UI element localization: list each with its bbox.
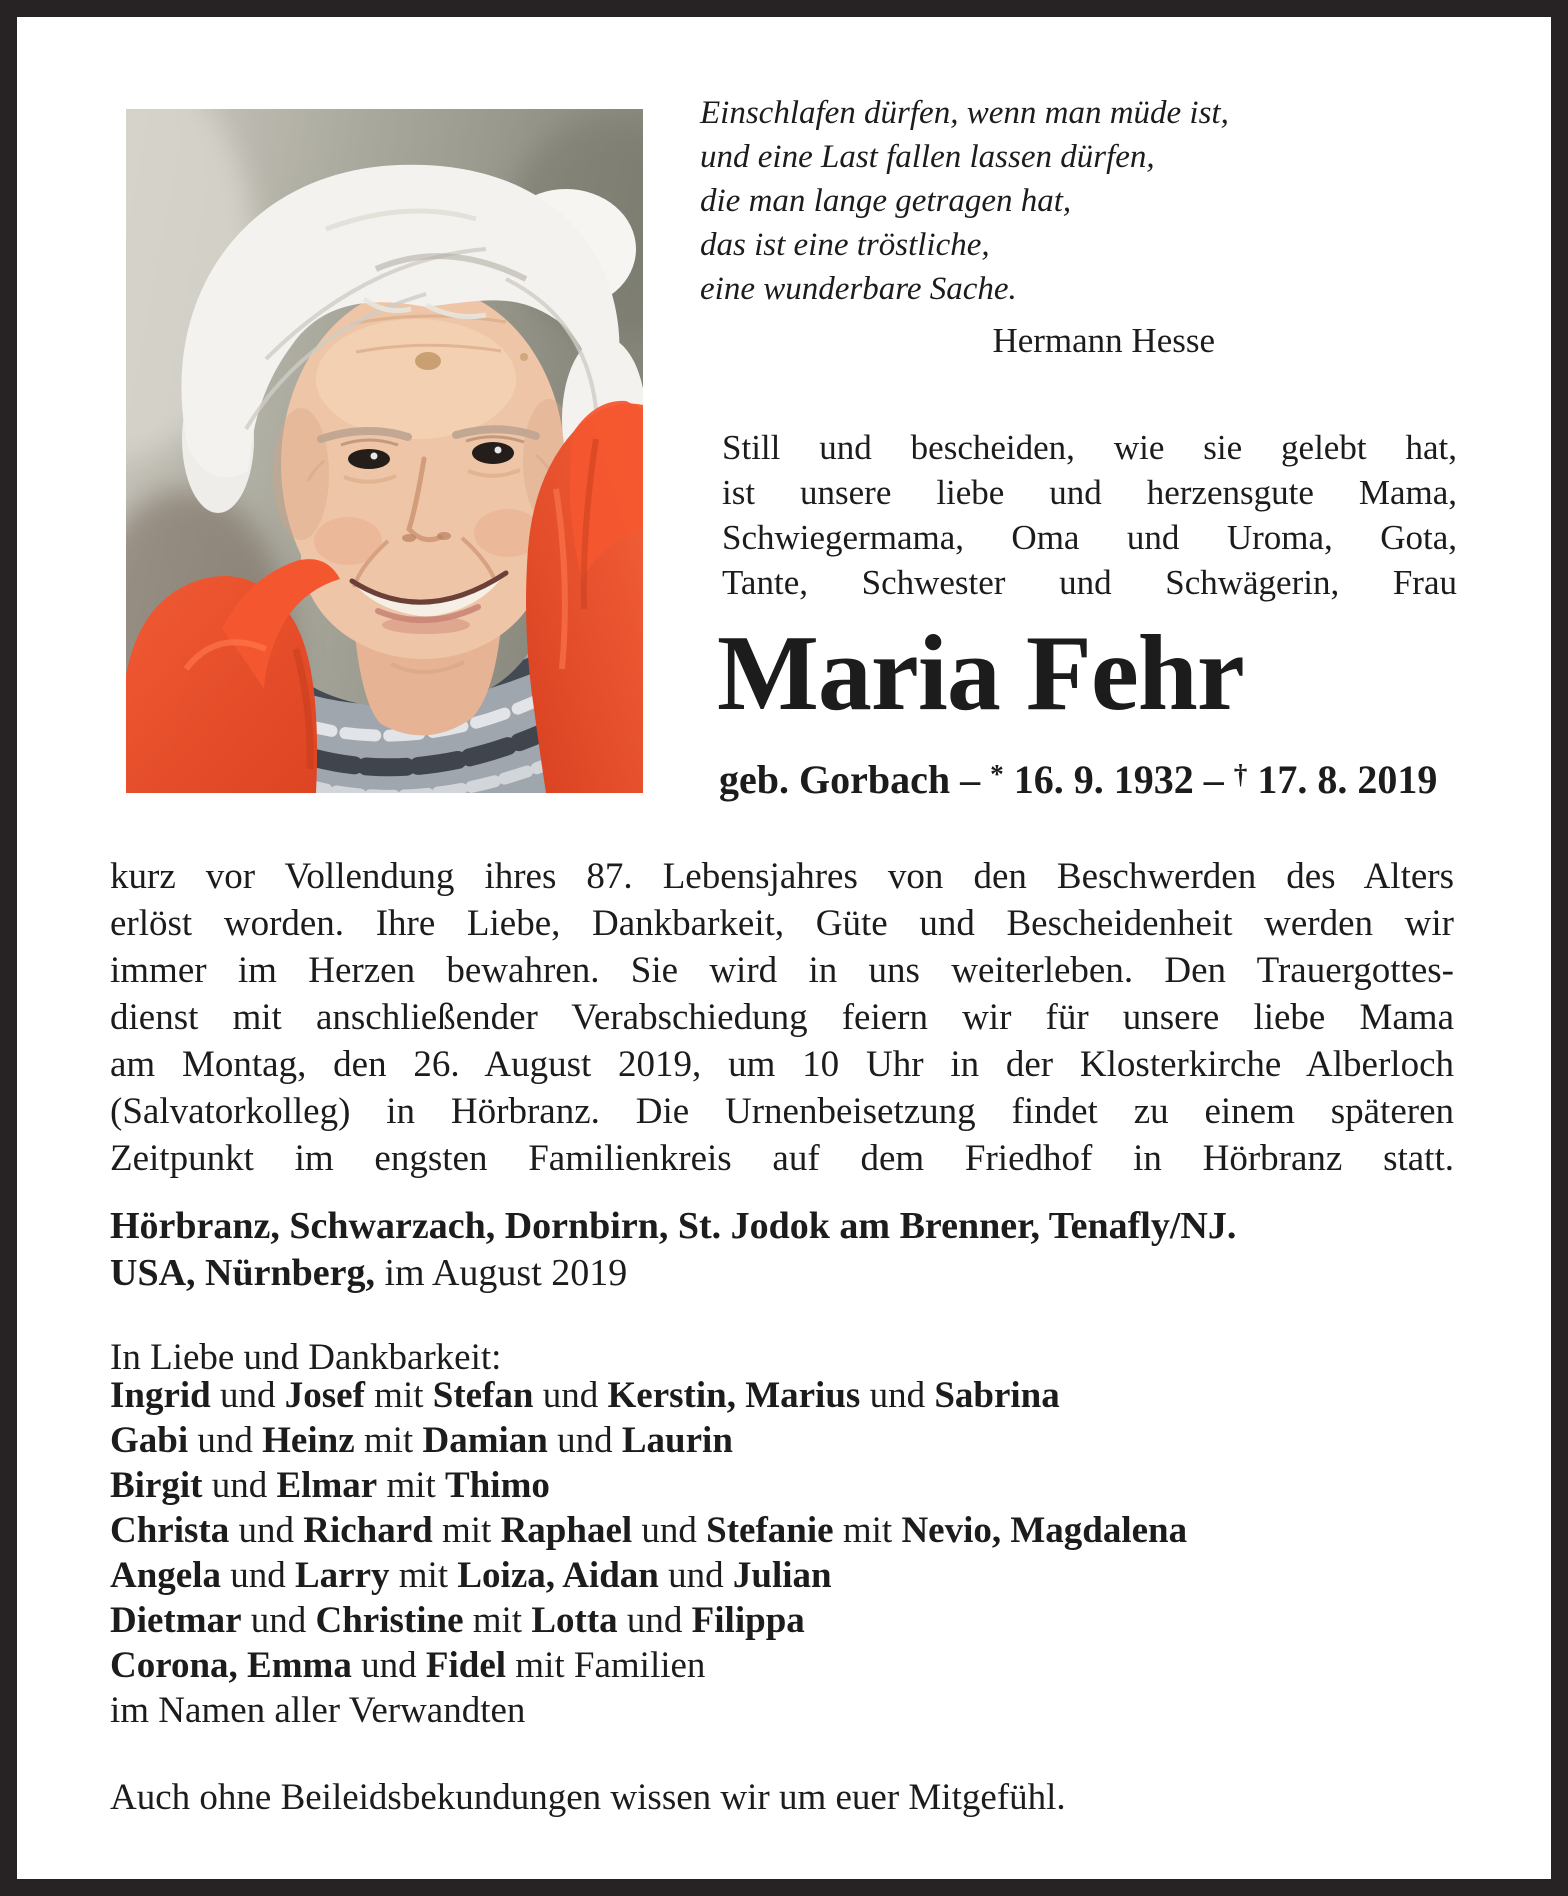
- signatures-block: [110, 1373, 1490, 1733]
- portrait-photo: [126, 109, 643, 793]
- text-segment: USA, Nürnberg,: [110, 1252, 375, 1294]
- text-line: eine wunderbare Sache.: [700, 271, 1017, 307]
- text-segment: Josef: [284, 1375, 365, 1416]
- text-segment: Hörbranz, Schwarzach, Dornbirn, St. Jodok am Brenner, Tenafly/NJ.: [110, 1205, 1237, 1247]
- text-line: [719, 757, 1437, 807]
- text-segment: mit: [389, 1555, 458, 1596]
- text-segment: und: [658, 1555, 733, 1596]
- text-segment: Christa: [110, 1510, 230, 1551]
- announcement-text: [110, 853, 1454, 1182]
- text-segment: Laurin: [621, 1420, 733, 1461]
- text-segment: mit: [463, 1600, 532, 1641]
- text-line: ist unsere liebe und herzensgute Mama,: [722, 473, 1457, 512]
- text-segment: Larry: [295, 1555, 390, 1596]
- text-segment: Dietmar: [110, 1600, 242, 1641]
- text-segment: Kerstin, Marius: [607, 1375, 861, 1416]
- text-line: (Salvatorkolleg) in Hörbranz. Die Urnenbeisetzung findet zu einem späteren: [110, 1091, 1454, 1132]
- text-segment: Stefan: [432, 1375, 534, 1416]
- places-block: [110, 1203, 1454, 1297]
- text-line: [110, 1418, 1490, 1463]
- text-segment: Heinz: [262, 1420, 355, 1461]
- text-segment: Damian: [422, 1420, 548, 1461]
- text-line: immer im Herzen bewahren. Sie wird in uns weiterleben. Den Trauergottes-: [110, 950, 1454, 991]
- text-segment: und: [202, 1465, 277, 1506]
- text-segment: und: [547, 1420, 622, 1461]
- text-segment: geb. Gorbach –: [719, 757, 991, 802]
- quote-attribution: Hermann Hesse: [992, 321, 1215, 360]
- text-segment: Elmar: [276, 1465, 378, 1506]
- text-line: [110, 1643, 1490, 1688]
- text-line: kurz vor Vollendung ihres 87. Lebensjahres von den Beschwerden des Alters: [110, 856, 1454, 897]
- text-segment: Nevio, Magdalena: [901, 1510, 1188, 1551]
- text-segment: Corona, Emma: [110, 1645, 352, 1686]
- text-segment: mit: [354, 1420, 423, 1461]
- text-segment: und: [533, 1375, 608, 1416]
- text-line: [110, 1203, 1454, 1250]
- deceased-name: Maria Fehr: [717, 614, 1244, 733]
- text-line: Zeitpunkt im engsten Familienkreis auf dem Friedhof in Hörbranz statt.: [110, 1138, 1454, 1179]
- text-segment: Angela: [110, 1555, 221, 1596]
- quote-lines: [700, 91, 1229, 311]
- closing-heading: In Liebe und Dankbarkeit:: [110, 1337, 502, 1378]
- text-segment: mit Familien: [506, 1645, 706, 1686]
- text-segment: Lotta: [531, 1600, 618, 1641]
- text-segment: Julian: [732, 1555, 832, 1596]
- text-segment: Fidel: [425, 1645, 507, 1686]
- intro-block: [722, 425, 1457, 605]
- text-line: [110, 1688, 1490, 1733]
- text-segment: Sabrina: [934, 1375, 1060, 1416]
- text-segment: und: [188, 1420, 263, 1461]
- text-segment: und: [632, 1510, 707, 1551]
- portrait-illustration: [126, 109, 643, 793]
- text-line: [110, 1463, 1490, 1508]
- text-segment: Christine: [315, 1600, 464, 1641]
- text-segment: mit: [377, 1465, 446, 1506]
- text-line: das ist eine tröstliche,: [700, 227, 990, 263]
- text-line: [110, 1250, 1454, 1297]
- text-line: Einschlafen dürfen, wenn man müde ist,: [700, 95, 1229, 131]
- text-segment: Richard: [303, 1510, 433, 1551]
- text-line: am Montag, den 26. August 2019, um 10 Uhr in der Klosterkirche Alberloch: [110, 1044, 1454, 1085]
- text-segment: Raphael: [500, 1510, 633, 1551]
- text-line: die man lange getragen hat,: [700, 183, 1072, 219]
- text-segment: und: [210, 1375, 285, 1416]
- text-line: Still und bescheiden, wie sie gelebt hat,: [722, 428, 1457, 467]
- quote-block: [700, 91, 1229, 361]
- text-segment: *: [990, 758, 1004, 789]
- text-line: erlöst worden. Ihre Liebe, Dankbarkeit, Güte und Bescheidenheit werden wir: [110, 903, 1454, 944]
- text-segment: mit: [432, 1510, 501, 1551]
- text-line: [110, 1598, 1490, 1643]
- text-segment: Thimo: [445, 1465, 550, 1506]
- text-segment: und: [229, 1510, 304, 1551]
- text-segment: mit: [833, 1510, 902, 1551]
- text-line: [110, 1508, 1490, 1553]
- condolence-note: Auch ohne Beileidsbekundungen wissen wir um euer Mitgefühl.: [110, 1777, 1066, 1818]
- text-segment: und: [617, 1600, 692, 1641]
- text-segment: im August 2019: [374, 1252, 628, 1294]
- text-line: Tante, Schwester und Schwägerin, Frau: [722, 563, 1457, 602]
- text-segment: im Namen aller Verwandten: [110, 1690, 526, 1731]
- text-segment: 17. 8. 2019: [1247, 757, 1438, 802]
- text-segment: †: [1233, 758, 1248, 789]
- text-segment: und: [221, 1555, 295, 1596]
- text-segment: Birgit: [110, 1465, 203, 1506]
- text-segment: und: [860, 1375, 935, 1416]
- deceased-dates: [719, 757, 1437, 807]
- text-segment: und: [241, 1600, 316, 1641]
- text-segment: Stefanie: [706, 1510, 834, 1551]
- text-segment: Filippa: [691, 1600, 805, 1641]
- text-line: Schwiegermama, Oma und Uroma, Gota,: [722, 518, 1457, 557]
- text-segment: Gabi: [110, 1420, 189, 1461]
- text-line: [110, 1373, 1490, 1418]
- text-segment: mit: [364, 1375, 433, 1416]
- text-segment: Loiza, Aidan: [457, 1555, 659, 1596]
- text-segment: Ingrid: [110, 1375, 211, 1416]
- text-segment: und: [351, 1645, 426, 1686]
- text-line: und eine Last fallen lassen dürfen,: [700, 139, 1155, 175]
- text-segment: 16. 9. 1932 –: [1003, 757, 1234, 802]
- text-line: [110, 1553, 1490, 1598]
- text-line: dienst mit anschließender Verabschiedung feiern wir für unsere liebe Mama: [110, 997, 1454, 1038]
